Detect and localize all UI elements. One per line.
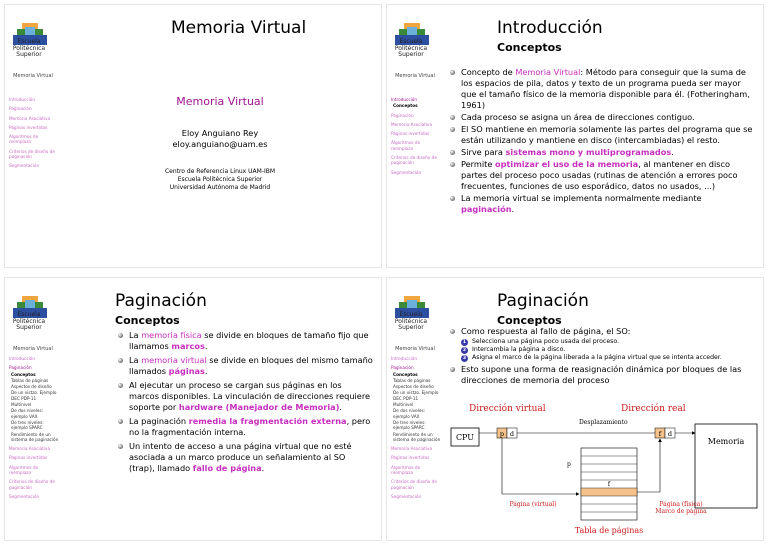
nav-segmentacion[interactable]: Segmentación [391,493,422,499]
bullet-item [117,380,373,413]
highlight: fallo de página [192,463,262,473]
bullet-item [449,193,755,215]
nav-paginas-invertidas[interactable]: Páginas invertidas [9,124,48,130]
logo-line: Superior [398,324,424,331]
label-pagina-fisica: Página (física) [659,501,703,508]
nav-paginacion[interactable]: Paginación [9,365,32,371]
vaddr-d: d [509,430,515,438]
label-dir-real: Dirección real [621,404,686,414]
paging-diagram [449,402,759,538]
sidebar-title: Memoria Virtual [395,346,435,352]
step-item [461,346,755,354]
cpu-label: CPU [455,433,475,442]
step-number: 1 [462,339,467,345]
nav-sub-item[interactable]: Tablas de páginas [393,377,431,383]
frame-title: Introducción [497,18,603,38]
bullet-item [117,416,373,438]
nav-paginas-invertidas[interactable]: Páginas invertidas [9,455,48,461]
text: . [204,341,208,351]
nav-sub-conceptos[interactable]: Conceptos [393,103,418,109]
logo-text [387,39,435,59]
bullet-item [449,326,755,362]
frame-title: Paginación [115,291,207,311]
sidebar [387,278,441,540]
highlight: Memoria Virtual [515,67,581,77]
nav-criterios[interactable]: Criterios de diseño de paginación [391,479,437,490]
text: Sirve para [461,147,506,157]
nav-sub-item[interactable]: Multinivel [393,402,414,408]
nav-sub-item[interactable]: Rendimiento de un sistema de paginación [11,431,59,442]
f-label: f [607,481,611,488]
bullet-item [449,147,755,158]
logo-line: Politécnica [394,317,428,325]
institution-line: Universidad Autónoma de Madrid [169,184,271,191]
text: La [129,330,142,340]
highlight: memoria virtual [141,355,207,365]
nav-segmentacion[interactable]: Segmentación [9,493,40,499]
logo-line: Escuela [399,38,423,45]
nav-paginacion[interactable]: Paginación [391,112,414,118]
frame-subtitle: Conceptos [497,41,562,54]
nav-sub-item[interactable]: Tablas de páginas [11,377,49,383]
sidebar-title: Memoria Virtual [13,73,53,79]
sidebar-title: Memoria Virtual [13,346,53,352]
text: se divide en bloques de tamaño fijo que llamamos [129,330,369,351]
nav-segmentacion[interactable]: Segmentación [9,163,40,169]
text: . [261,463,265,473]
frame-title: Paginación [497,291,589,311]
text: . [204,366,208,376]
frame-subtitle: Conceptos [497,314,562,327]
raddr-d: d [667,430,673,438]
author-name: Eloy Anguiano Rey [181,128,259,138]
sidebar [5,5,53,267]
steps-list [461,338,755,362]
nav [391,356,441,503]
sidebar [387,5,435,267]
nav [9,97,59,173]
label-tabla-paginas: Tabla de páginas [574,526,644,535]
logo-line: Escuela [17,38,41,45]
logo-text [5,39,53,59]
nav-memoria-asociativa[interactable]: Memoria Asociativa [391,446,433,452]
step-number: 2 [462,347,467,353]
nav [9,356,59,503]
nav-sub-item[interactable]: De un vistzo. Ejemplo DEC PDP-11 [393,390,439,401]
nav-paginas-invertidas[interactable]: Páginas invertidas [391,131,430,137]
bullet-list [449,67,755,216]
nav-introduccion[interactable]: Introducción [9,97,36,102]
nav-algoritmos[interactable]: Algoritmos de reemplazo [391,464,421,476]
highlight: optimizar el uso de la memoria [495,159,639,169]
bullet-item [117,330,373,352]
vaddr-p: p [499,430,505,438]
nav-sub-item[interactable]: De tres niveles: ejemplo SPARC [11,419,44,431]
logo-line: Escuela [17,311,41,318]
step-number: 3 [462,355,467,361]
nav-paginacion[interactable]: Paginación [9,106,32,112]
nav-introduccion[interactable]: Introducción [391,356,418,361]
logo-line: Superior [398,51,424,58]
label-marco-pagina: Marco de página [655,508,707,515]
nav-criterios[interactable]: Criterios de diseño de paginación [9,148,55,160]
logo-text [387,312,435,332]
text: Un intento de acceso a una página virtual que no esté asociada a un marco produce un señalamiento al SO (trap), llamado [129,441,352,473]
text: , pero no la fragmentación interna. [129,416,371,437]
highlight: páginas [168,366,205,376]
nav-segmentacion[interactable]: Segmentación [391,169,422,175]
highlight: hardware (Manejador de Memoria) [178,402,340,412]
bullet-item [117,441,373,474]
logo-line: Politécnica [394,44,428,52]
text: . [511,204,515,214]
nav-introduccion[interactable]: Introducción [9,356,36,361]
p-label: p [567,461,571,468]
nav-criterios[interactable]: Criterios de diseño de paginación [391,155,437,166]
bullet-item [449,67,755,111]
bullet-item [449,159,755,192]
nav-memoria-asociativa[interactable]: Memoria Asociativa [391,121,433,127]
bullet-item: Esto supone una forma de reasignación dinámica por bloques de las direcciones de memoria del proceso [449,364,755,386]
text: La memoria virtual se implementa normalmente mediante [461,193,702,203]
text: Permite [461,159,496,169]
text: . [671,147,674,157]
author-email: eloy.anguiano@uam.es [172,139,268,149]
institution-line: Centro de Referencia Linux UAM-IBM [164,168,276,175]
institution-line: Escuela Politécnica Superior [177,176,263,183]
bullet-list [449,326,755,387]
logo-line: Superior [16,324,42,331]
text: La [129,355,142,365]
memory-label: Memoria [707,437,745,446]
step-text: Selecciona una página poco usada del proceso. [472,338,620,345]
slide-introduccion [387,5,763,267]
label-dir-virtual: Dirección virtual [469,404,546,414]
page-table-entry [581,488,637,496]
nav-criterios[interactable]: Criterios de diseño de paginación [9,479,55,490]
text: Concepto de [461,67,516,77]
nav-sub-conceptos[interactable]: Conceptos [393,371,418,377]
nav-sub-item[interactable]: Aspectos de diseño [393,384,434,390]
title-card [65,95,375,192]
nav-sub-item[interactable]: De un vistzo. Ejemplo DEC PDP-11 [11,390,57,401]
nav [391,97,441,179]
step-item [461,338,755,346]
label-desplazamiento: Desplazamiento [579,419,628,426]
bullet-item [117,355,373,377]
text: Al ejecutar un proceso se cargan sus páginas en los marcos disponibles. La vinculación de direcciones requiere soporte por [129,380,371,412]
frame-subtitle: Conceptos [115,314,180,327]
logo-line: Escuela [399,311,423,318]
label-pagina-virtual: Página (virtual) [509,501,557,508]
nav-algoritmos[interactable]: Algoritmos de reemplazo [9,134,39,145]
highlight: memoria física [141,330,202,340]
author-block [65,128,375,150]
highlight: marcos [171,341,205,351]
text: : Método para conseguir que la suma de los espacios de pila, datos y texto de un programa pueda ser mayor que el tamaño físico de la memoria disponible para él. (Fotheringham, 1961) [461,67,750,110]
nav-sub-item[interactable]: De dos niveles: ejemplo VAX [393,408,426,419]
text: , al mantener en disco partes del proceso poco usadas (rutinas de atención a errores poco frecuentes, funciones de uso esporádico, datos no usados, ...) [461,159,738,191]
sidebar-title: Memoria Virtual [395,73,435,79]
logo-line: Politécnica [12,317,46,325]
bullet-item: El SO mantiene en memoria solamente las partes del programa que se están utilizando y mantiene en disco (intercambiadas) el resto. [449,124,755,146]
nav-sub-item[interactable]: De dos niveles: ejemplo VAX [11,408,44,419]
step-item [461,354,755,362]
text: . [339,402,343,412]
bullet-list [117,330,373,475]
nav-sub-conceptos[interactable]: Conceptos [11,371,36,377]
institution-block [65,168,375,192]
nav-algoritmos[interactable]: Algoritmos de reemplazo [391,140,421,151]
slide-paginacion-1 [5,278,381,540]
nav-introduccion[interactable]: Introducción [391,97,418,102]
step-text: Intercambia la página a disco. [472,346,566,353]
step-text: Asigna el marco de la página liberada a la página virtual que se intenta acceder. [472,354,722,361]
nav-sub-item[interactable]: Multinivel [11,402,32,408]
logo-line: Politécnica [12,44,46,52]
slide-title [5,5,381,267]
raddr-f: f [658,430,662,438]
nav-sub-item[interactable]: De tres niveles: ejemplo SPARC [393,419,426,431]
highlight: sistemas mono y multiprogramados [505,147,672,157]
sidebar [5,278,59,540]
text: Como respuesta al fallo de página, el SO: [461,326,631,336]
nav-algoritmos[interactable]: Algoritmos de reemplazo [9,464,39,476]
nav-sub-item[interactable]: Rendimiento de un sistema de paginación [393,431,441,442]
nav-paginacion[interactable]: Paginación [391,365,414,371]
nav-memoria-asociativa[interactable]: Memoria Asociativa [9,115,51,121]
logo-text [5,312,53,332]
frame-title: Memoria Virtual [171,18,307,38]
slide-paginacion-2 [387,278,763,540]
presentation-title: Memoria Virtual [176,95,264,108]
text: La paginación [129,416,189,426]
nav-paginas-invertidas[interactable]: Páginas invertidas [391,455,430,461]
nav-sub-item[interactable]: Aspectos de diseño [11,384,52,390]
logo-line: Superior [16,51,42,58]
text: se divide en bloques del mismo tamaño llamados [129,355,373,376]
highlight: paginación [461,204,512,214]
highlight: remedia la fragmentación externa [188,416,347,426]
bullet-item: Cada proceso se asigna un área de direcciones contiguo. [449,112,755,123]
nav-memoria-asociativa[interactable]: Memoria Asociativa [9,446,51,452]
